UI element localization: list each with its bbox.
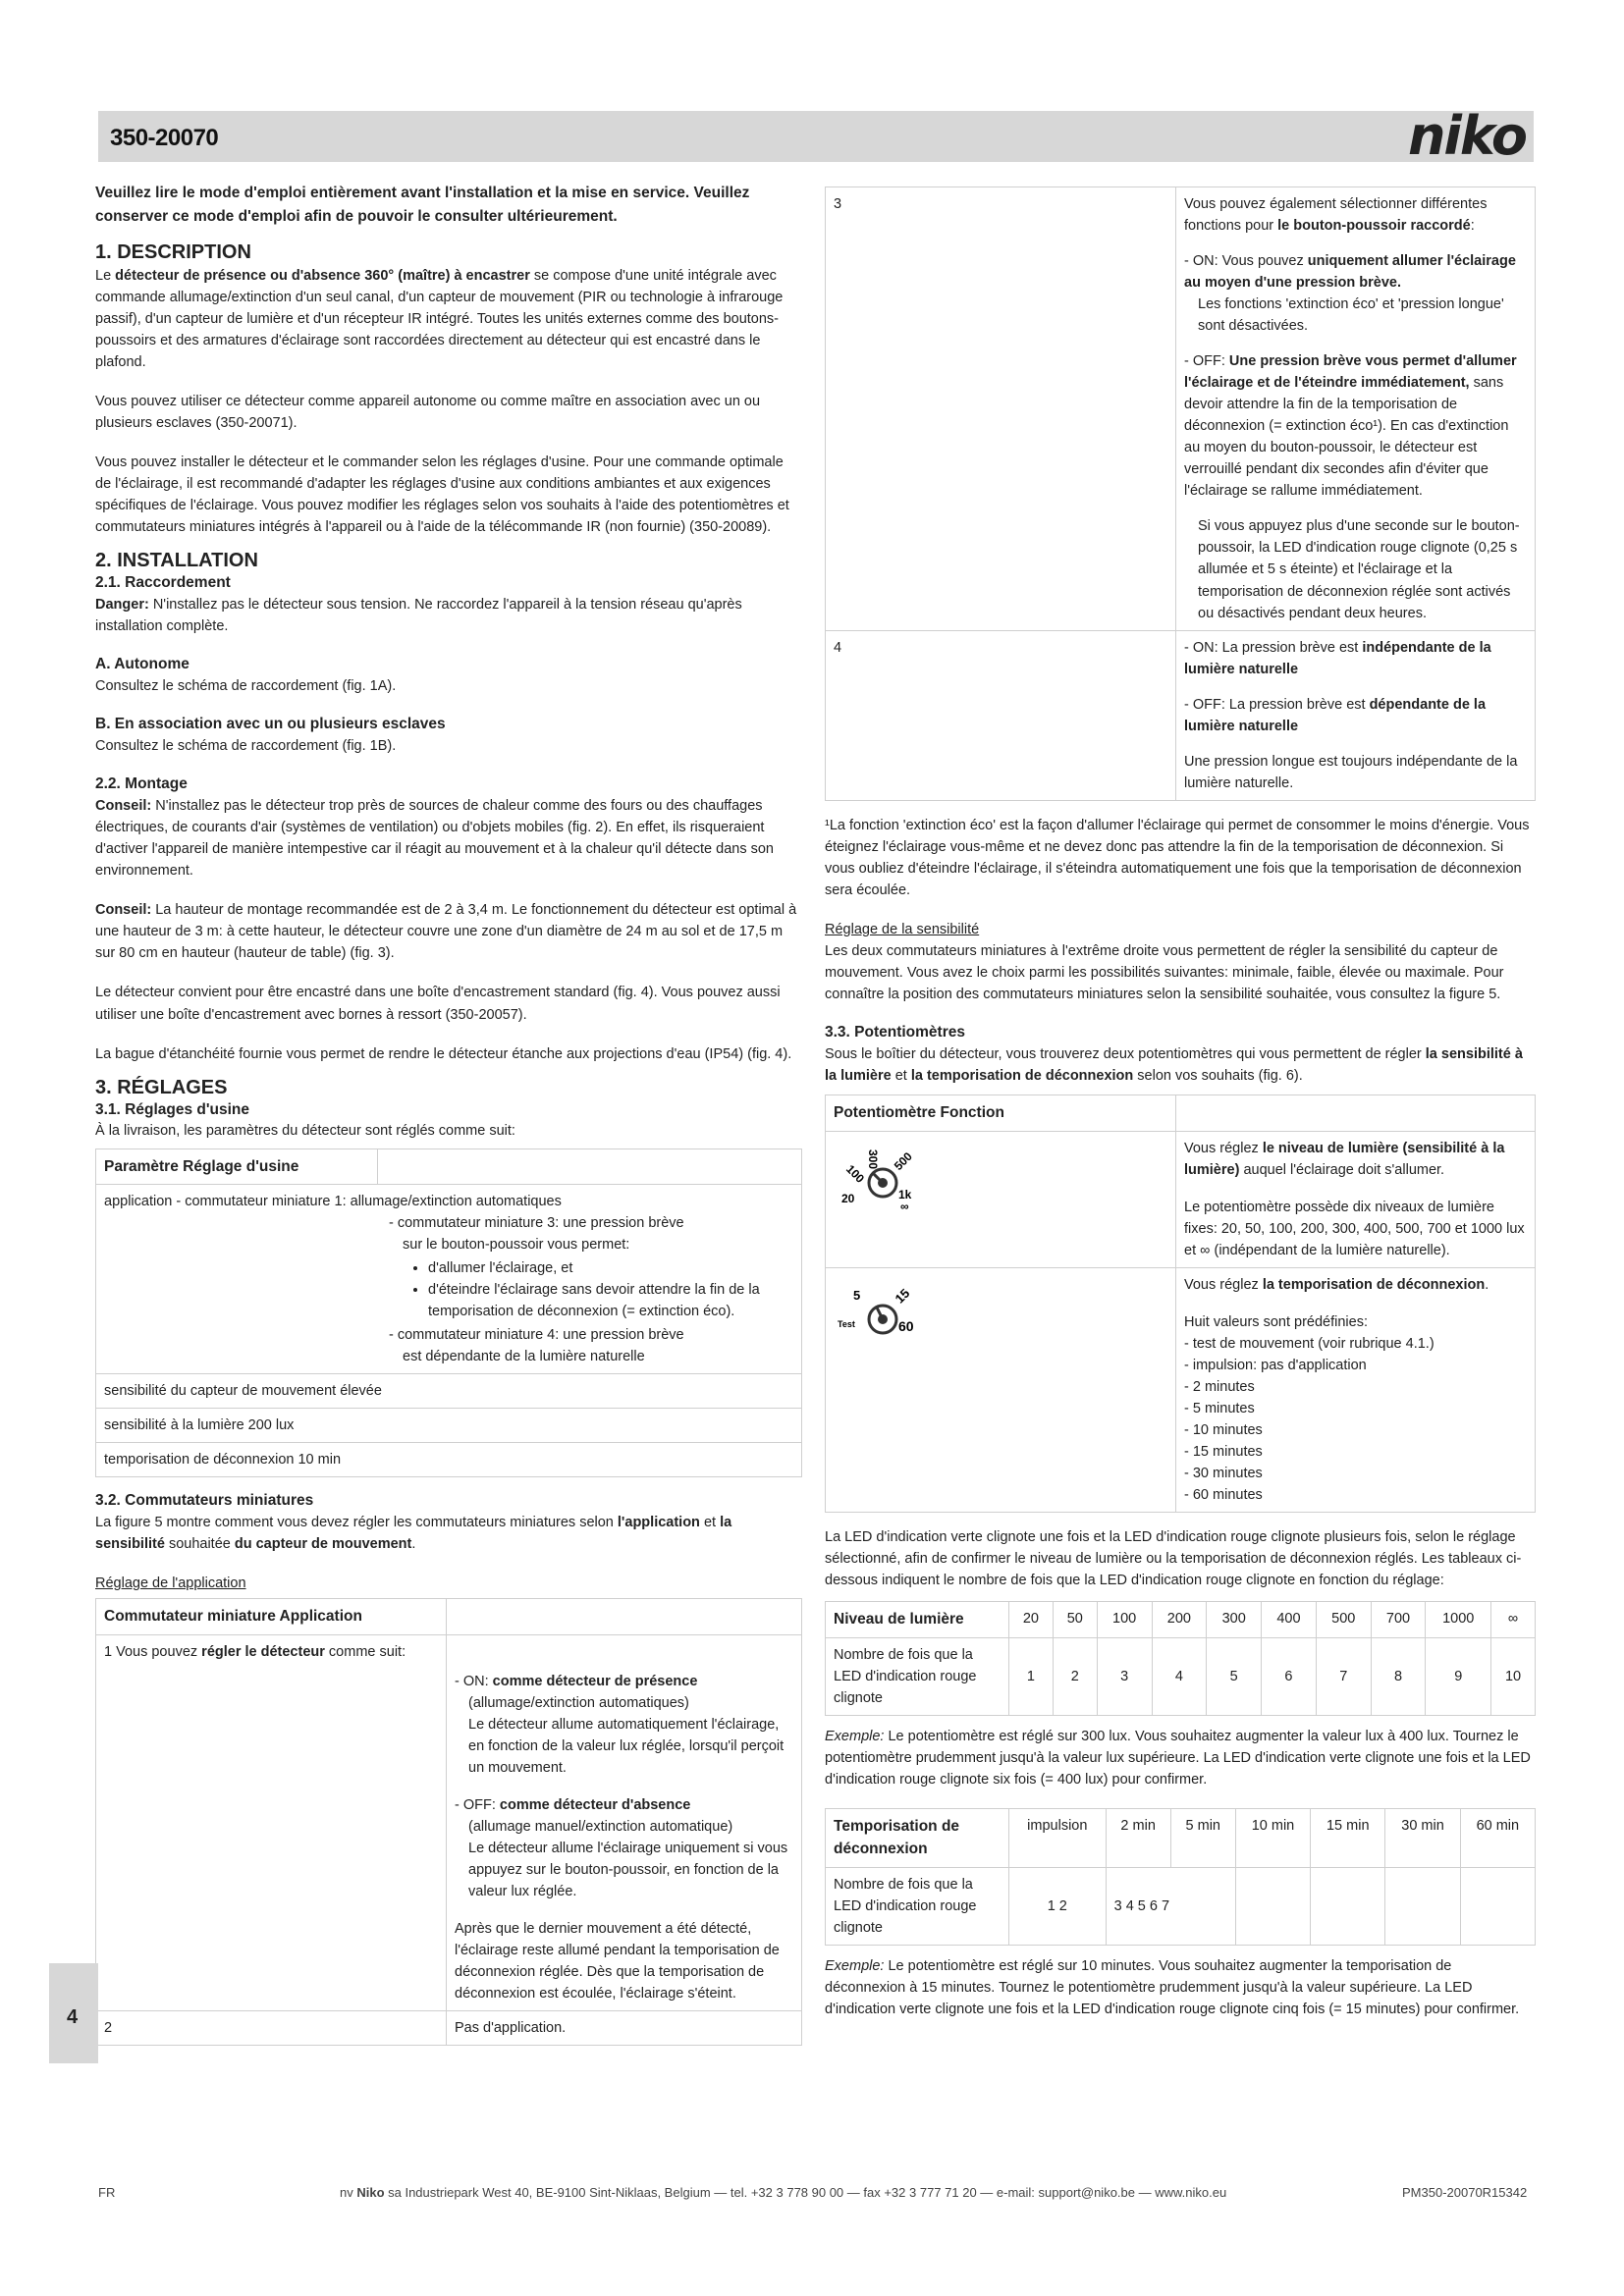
example-1: Exemple: Le potentiomètre est réglé sur 300 lux. Vous souhaitez augmenter la valeur lux à 400 lux. Tournez le potentiomètre prudemment jusqu'à la valeur lux supérieure. La LED d'indication verte clignote une fois et la LED d'indication rouge clignote six fois (= 400 lux) pour confirmer.: [825, 1728, 1531, 1788]
table-row: 300 500 100 20 1k ∞ Vous réglez le niveau de lumière (sensibilité à la lumière) auquel l'éclairage doit s'allumer. Le potentiomètre possède dix niveaux de lumière fixes: 20, 50, 100, 200, 300, 400, 500, 700 et 1000 lux et ∞ (indépendant de la lumière naturelle).: [826, 1131, 1536, 1267]
table-row: 2 Pas d'application.: [96, 2011, 802, 2046]
list-item: • d'allumer l'éclairage, et: [428, 1257, 793, 1279]
table-row: Nombre de fois que la LED d'indication rouge clignote 1 2 3 4 5 6 7 8 9 10: [826, 1637, 1536, 1715]
section-description-title: 1. DESCRIPTION: [95, 241, 251, 264]
description-paragraph-2: Vous pouvez utiliser ce détecteur comme appareil autonome ou comme maître en association avec un ou plusieurs esclaves (350-20071).: [95, 394, 761, 432]
box-text: Le détecteur convient pour être encastré dans une boîte d'encastrement standard (fig. 4). Vous pouvez aussi utiliser une boîte d'encastrement avec bornes à ressort (350-20057).: [95, 985, 781, 1023]
led-text: La LED d'indication verte clignote une fois et la LED d'indication rouge clignote plusieurs fois, selon le réglage sélectionné, afin de confirmer le niveau de lumière ou la temporisation de déconnexion réglés. Les tableaux ci-dessous indiquent le nombre de fois que la LED d'indication rouge clignote en fonction du réglage:: [825, 1529, 1522, 1589]
list-item: - 5 minutes: [1184, 1400, 1255, 1416]
lux-potentiometer-icon: [834, 1138, 932, 1216]
table-row: Temporisation de déconnexion impulsion 2 min 5 min 10 min 15 min 30 min 60 min: [826, 1808, 1536, 1867]
table-row: Niveau de lumière 20 50 100 200 300 400 500 700 1000 ∞: [826, 1602, 1536, 1638]
conseil-2: Conseil: La hauteur de montage recommandée est de 2 à 3,4 m. Le fonctionnement du détecteur est optimal à une hauteur de 3 m: à cette hauteur, le détecteur couvre une zone d'un diamètre de 24 m au sol et de 17,5 m sur 80 cm en hauteur (hauteur de table) (fig. 3).: [95, 902, 797, 962]
timer-dial-label: Test: [838, 1318, 855, 1329]
application-table-header: Commutateur miniature Application: [96, 1599, 447, 1635]
reglages-usine-text: À la livraison, les paramètres du détecteur sont réglés comme suit:: [95, 1123, 515, 1140]
factory-table-header: Paramètre Réglage d'usine: [96, 1148, 378, 1185]
description-paragraph-3: Vous pouvez installer le détecteur et le commander selon les réglages d'usine. Pour une commande optimale de l'éclairage, il est recommandé d'adapter les réglages d'usine aux conditions ambiantes et aux exigences spécifiques de l'éclairage. Vous pouvez modifier les réglages selon vos souhaits à l'aide des potentiomètres et commutateurs miniatures intégrés à l'appareil ou à l'aide de la télécommande IR (non fournie) (350-20089).: [95, 454, 789, 536]
application-table: [95, 1598, 802, 2046]
esclaves-title: B. En association avec un ou plusieurs esclaves: [95, 716, 446, 733]
application-table-continued: [825, 187, 1536, 801]
list-item: - 2 minutes: [1184, 1378, 1255, 1395]
lux-dial-label: ∞: [900, 1199, 909, 1213]
footer-language: FR: [98, 2185, 116, 2200]
table-row: temporisation de déconnexion 10 min: [96, 1443, 802, 1477]
sensitivity-text: Les deux commutateurs miniatures à l'extrême droite vous permettent de régler la sensibilité du capteur de mouvement. Vous avez le choix parmi les possibilités suivantes: minimale, faible, élevée ou maximale. Pour connaître la position des commutateurs miniatures selon la sensibilité souhaitée, vous consultez la figure 5.: [825, 942, 1504, 1002]
timer-blink-table: [825, 1808, 1536, 1946]
timer-dial-label: 5: [853, 1287, 861, 1303]
page-number: 4: [67, 2006, 79, 2028]
lux-dial-label: 500: [891, 1148, 915, 1173]
list-item: • d'éteindre l'éclairage sans devoir attendre la fin de la temporisation de déconnexion (= extinction éco).: [428, 1279, 793, 1322]
table-row: 4 - ON: La pression brève est indépendante de la lumière naturelle - OFF: La pression brève est dépendante de la lumière naturelle Une pression longue est toujours indépendante de la lumière naturelle.: [826, 630, 1536, 800]
lux-dial-label: 1k: [898, 1187, 912, 1201]
potentiometer-table: [825, 1095, 1536, 1513]
list-item: - test de mouvement (voir rubrique 4.1.): [1184, 1335, 1435, 1352]
section-reglages-title: 3. RÉGLAGES: [95, 1076, 228, 1098]
list-item: - impulsion: pas d'application: [1184, 1357, 1367, 1373]
section-installation-title: 2. INSTALLATION: [95, 550, 258, 572]
list-item: - 60 minutes: [1184, 1486, 1263, 1503]
subsection-reglages-usine: 3.1. Réglages d'usine: [95, 1100, 250, 1118]
potentiometres-text: Sous le boîtier du détecteur, vous trouverez deux potentiomètres qui vous permettent de régler la sensibilité à la lumière et la temporisation de déconnexion selon vos souhaits (fig. 6).: [825, 1045, 1523, 1084]
document-title: 350-20070: [110, 125, 219, 151]
timer-dial-label: 15: [892, 1285, 913, 1307]
table-row: sensibilité du capteur de mouvement élevée: [96, 1374, 802, 1409]
subsection-potentiometres: 3.3. Potentiomètres: [825, 1024, 965, 1041]
potentiometer-table-header: Potentiomètre Fonction: [826, 1095, 1176, 1131]
footer-address: nv Niko sa Industriepark West 40, BE-9100 Sint-Niklaas, Belgium — tel. +32 3 778 90 00 — fax +32 3 777 71 20 — e-mail: support@niko.be — www.niko.eu: [340, 2185, 1227, 2200]
application-heading: Réglage de l'application: [95, 1575, 246, 1592]
subsection-commutateurs: 3.2. Commutateurs miniatures: [95, 1492, 314, 1510]
esclaves-text: Consultez le schéma de raccordement (fig. 1B).: [95, 738, 397, 755]
table-row: application - commutateur miniature 1: allumage/extinction automatiques - commutateur miniature 3: une pression brève sur le bouton-poussoir vous permet: • d'allumer l'éclairage, et • d'éteindre l'éclairage sans devoir attendre la fin de la temporisation de déconnexion (= extinction éco). - commutateur miniature 4: une pression brève est dépendante de la lumière naturelle: [96, 1185, 802, 1374]
autonome-title: A. Autonome: [95, 656, 189, 673]
autonome-text: Consultez le schéma de raccordement (fig. 1A).: [95, 678, 397, 695]
table-row: 1 Vous pouvez régler le détecteur comme suit: - ON: comme détecteur de présence (allumage/extinction automatiques) Le détecteur allume automatiquement l'éclairage, en fonction de la valeur lux réglée, lorsqu'il perçoit un mouvement. - OFF: comme détecteur d'absence (allumage manuel/extinction automatique) Le détecteur allume l'éclairage uniquement si vous appuyez sur le bouton-poussoir, en fonction de la valeur lux réglée. Après que le dernier mouvement a été détecté, l'éclairage reste allumé pendant la temporisation de déconnexion réglée. Dès que la temporisation de déconnexion est écoulée, l'éclairage s'éteint.: [96, 1634, 802, 2010]
right-column: [825, 187, 1536, 2038]
lux-dial-label: 300: [866, 1148, 880, 1169]
table-row: 3 Vous pouvez également sélectionner différentes fonctions pour le bouton-poussoir raccordé: - ON: Vous pouvez uniquement allumer l'éclairage au moyen d'une pression brève. Les fonctions 'extinction éco' et 'pression longue' sont désactivées. - OFF: Une pression brève vous permet d'allumer l'éclairage et de l'éteindre immédiatement, sans devoir attendre la fin de la temporisation de déconnexion (= extinction éco¹). En cas d'extinction au moyen du bouton-poussoir, le détecteur est verrouillé pendant dix secondes afin d'éviter que l'éclairage se rallume immédiatement. Si vous appuyez plus d'une seconde sur le bouton-poussoir, la LED d'indication rouge clignote (0,25 s allumée et 5 s éteinte) et l'éclairage et la temporisation de déconnexion réglée sont activés ou désactivés pendant deux heures.: [826, 187, 1536, 631]
timer-potentiometer-icon: [834, 1274, 932, 1353]
subsection-montage: 2.2. Montage: [95, 775, 188, 793]
factory-settings-table: [95, 1148, 802, 1478]
table-row: Nombre de fois que la LED d'indication rouge clignote 1 2 3 4 5 6 7: [826, 1867, 1536, 1945]
footnote: ¹La fonction 'extinction éco' est la façon d'allumer l'éclairage qui permet de consommer le moins d'énergie. Vous éteignez l'éclairage vous-même et ne devez donc pas attendre la fin de la temporisation de déconnexion. Si vous oubliez d'éteindre l'éclairage, il s'éteindra automatiquement une fois que la temporisation de déconnexion sera écoulée.: [825, 817, 1530, 898]
footer-code: PM350-20070R15342: [1402, 2185, 1528, 2200]
example-2: Exemple: Le potentiomètre est réglé sur 10 minutes. Vous souhaitez augmenter la temporisation de déconnexion à 15 minutes. Tournez le potentiomètre prudemment jusqu'à la valeur supérieure. La LED d'indication verte clignote une fois et la LED d'indication rouge clignote cinq fois (= 15 minutes) pour confirmer.: [825, 1958, 1520, 2018]
page-number-tab: [49, 1963, 98, 2063]
list-item: - 30 minutes: [1184, 1465, 1263, 1481]
list-item: - 15 minutes: [1184, 1443, 1263, 1460]
conseil-1: Conseil: N'installez pas le détecteur trop près de sources de chaleur comme des fours ou des chauffages électriques, de courants d'air (systèmes de ventilation) ou d'objets mobiles (fig. 2). En effet, ils risqueraient d'activer l'appareil de manière intempestive car il réagit au mouvement et à la chaleur qu'il détecte dans son environnement.: [95, 798, 774, 880]
table-row: 5 15 Test 60 Vous réglez la temporisation de déconnexion. Huit valeurs sont prédéfinies: - test de mouvement (voir rubrique 4.1.) - impulsion: pas d'application - 2 minutes - 5 minutes - 10 minutes - 15 minutes - 30 minutes - 60 minutes: [826, 1267, 1536, 1512]
list-item: - 10 minutes: [1184, 1421, 1263, 1438]
table-row: sensibilité à la lumière 200 lux: [96, 1409, 802, 1443]
intro-text: Veuillez lire le mode d'emploi entièrement avant l'installation et la mise en service. Veuillez conserver ce mode d'emploi afin de pouvoir le consulter ultérieurement.: [95, 185, 750, 225]
lux-dial-label: 100: [842, 1161, 868, 1186]
left-column: [95, 182, 802, 2046]
sensitivity-heading: Réglage de la sensibilité: [825, 921, 980, 937]
ring-text: La bague d'étanchéité fournie vous permet de rendre le détecteur étanche aux projections d'eau (IP54) (fig. 4).: [95, 1045, 792, 1062]
subsection-raccordement: 2.1. Raccordement: [95, 574, 231, 592]
header-bar: [98, 105, 1534, 167]
niko-logo: niko: [1407, 105, 1526, 167]
lux-dial-label: 20: [841, 1191, 855, 1205]
lux-blink-table: [825, 1601, 1536, 1716]
description-paragraph-1: Le détecteur de présence ou d'absence 360° (maître) à encastrer se compose d'une unité intégrale avec commande allumage/extinction d'un seul canal, d'un capteur de mouvement (PIR ou technologie à infrarouge passif), d'un capteur de lumière et d'un récepteur IR intégré. Toutes les unités externes comme des boutons-poussoirs et des armatures d'éclairage sont raccordées directement au détecteur qui est encastré dans le plafond.: [95, 268, 784, 371]
danger-text: Danger: N'installez pas le détecteur sous tension. Ne raccordez l'appareil à la tension réseau qu'après installation complète.: [95, 597, 742, 635]
timer-dial-label: 60: [898, 1317, 914, 1334]
commutateurs-text: La figure 5 montre comment vous devez régler les commutateurs miniatures selon l'application et la sensibilité souhaitée du capteur de mouvement.: [95, 1515, 732, 1553]
